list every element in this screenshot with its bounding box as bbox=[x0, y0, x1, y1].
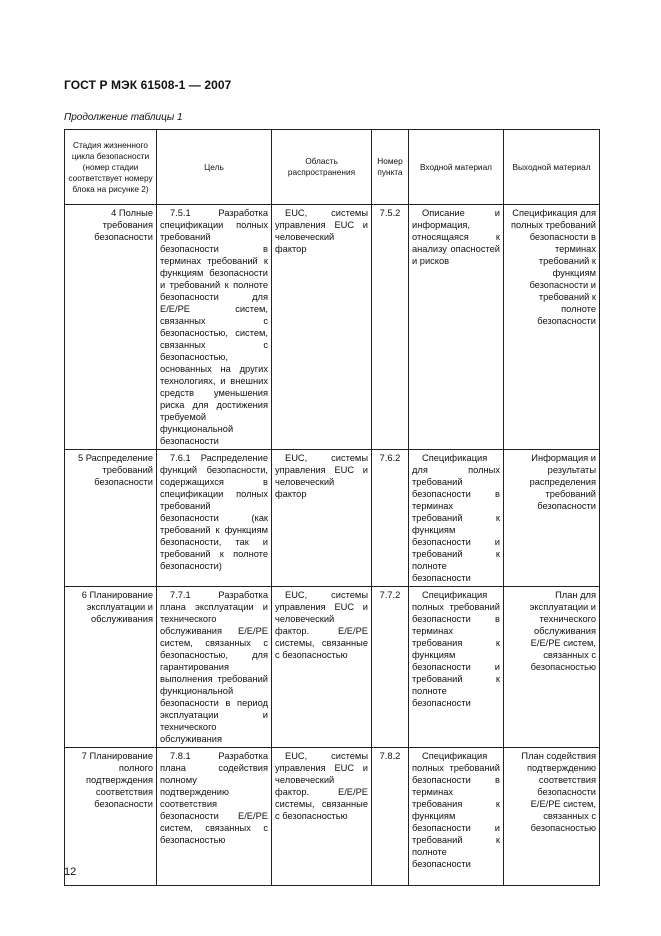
lifecycle-requirements-table bbox=[64, 129, 600, 886]
table-row bbox=[65, 205, 600, 450]
cell-stage: 7 Планирование полного подтверждения соответствия безопасности bbox=[65, 748, 157, 886]
cell-goal: 7.8.1 Разработка плана содействия полному подтверждению соответствия безопасности E/E/PE систем, связанных с безопасностью bbox=[157, 748, 272, 886]
cell-stage: 6 Планирование эксплуатации и обслуживания bbox=[65, 587, 157, 748]
cell-input: Спецификация полных требований безопасности в терминах требования к функциям безопасности и требований к полноте безопасности bbox=[409, 587, 504, 748]
cell-stage: 5 Распределение требований безопасности bbox=[65, 450, 157, 587]
cell-clause: 7.5.2 bbox=[372, 205, 409, 450]
column-header-output: Выходной материал bbox=[504, 130, 600, 205]
cell-goal: 7.7.1 Разработка плана эксплуатации и технического обслуживания E/E/PE систем, связанных с безопасностью, для гарантирования выполнения требований функциональной безопасности в период эксплуатации и технического обслуживания bbox=[157, 587, 272, 748]
cell-scope: EUC, системы управления EUC и человеческий фактор bbox=[272, 205, 372, 450]
table-header-row bbox=[65, 130, 600, 205]
column-header-goal: Цель bbox=[157, 130, 272, 205]
cell-clause: 7.8.2 bbox=[372, 748, 409, 886]
page-number: 12 bbox=[64, 866, 77, 878]
cell-input: Спецификация полных требований безопасности в терминах требования к функциям безопасности и требований к полноте безопасности bbox=[409, 748, 504, 886]
cell-output: План содействия подтверждению соответствия безопасности E/E/PE систем, связанных с безопасностью bbox=[504, 748, 600, 886]
cell-output: План для эксплуатации и технического обслуживания E/E/PE систем, связанных с безопасностью bbox=[504, 587, 600, 748]
cell-scope: EUC, системы управления EUC и человеческий фактор. E/E/PE системы, связанные с безопасностью bbox=[272, 587, 372, 748]
table-row bbox=[65, 587, 600, 748]
cell-output: Информация и результаты распределения требований безопасности bbox=[504, 450, 600, 587]
document-header: ГОСТ Р МЭК 61508-1 — 2007 bbox=[64, 78, 232, 92]
column-header-input: Входной материал bbox=[409, 130, 504, 205]
cell-input: Спецификация для полных требований безопасности в терминах требований к функциям безопасности и требований к полноте безопасности bbox=[409, 450, 504, 587]
cell-clause: 7.7.2 bbox=[372, 587, 409, 748]
column-header-clause: Номер пункта bbox=[372, 130, 409, 205]
table-row bbox=[65, 450, 600, 587]
table-continuation-label: Продолжение таблицы 1 bbox=[64, 112, 183, 123]
cell-clause: 7.6.2 bbox=[372, 450, 409, 587]
cell-output: Спецификация для полных требований безопасности в терминах требований к функциям безопасности и требований к полноте безопасности bbox=[504, 205, 600, 450]
cell-scope: EUC, системы управления EUC и человеческий фактор. E/E/PE системы, связанные с безопасностью bbox=[272, 748, 372, 886]
cell-goal: 7.6.1 Распределение функций безопасности, содержащихся в спецификации полных требований безопасности (как требований к функциям безопасности, так и требований к полноте безопасности) bbox=[157, 450, 272, 587]
column-header-stage: Стадия жизненного цикла безопасности (номер стадии соответствует номеру блока на рисунке 2) bbox=[65, 130, 157, 205]
table-row bbox=[65, 748, 600, 886]
column-header-scope: Область распространения bbox=[272, 130, 372, 205]
cell-scope: EUC, системы управления EUC и человеческий фактор bbox=[272, 450, 372, 587]
cell-goal: 7.5.1 Разработка спецификации полных требований безопасности в терминах требований к функциям безопасности и требований к полноте безопасности для E/E/PE систем, связанных с безопасностью, систем, связанных с безопасностью, основанных на других технологиях, и внешних средств уменьшения риска для достижения требуемой функциональной безопасности bbox=[157, 205, 272, 450]
cell-input: Описание и информация, относящаяся к анализу опасностей и рисков bbox=[409, 205, 504, 450]
cell-stage: 4 Полные требования безопасности bbox=[65, 205, 157, 450]
